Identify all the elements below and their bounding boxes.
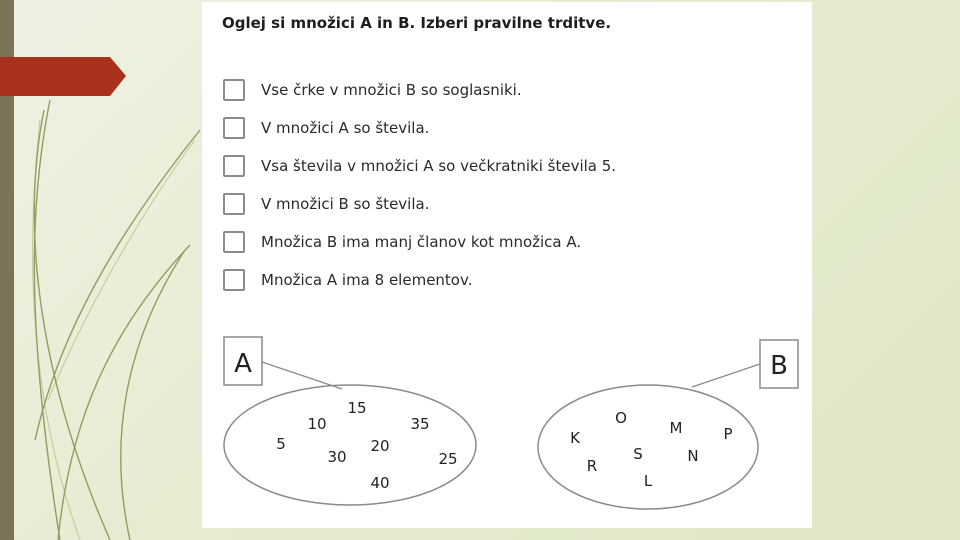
set-a-element: 5 [276,435,286,453]
set-a-element: 40 [370,474,390,492]
set-a-element: 35 [410,415,430,433]
option-label: V množici A so števila. [261,119,430,137]
set-a-element: 30 [327,448,347,466]
option-label: Vsa števila v množici A so večkratniki števila 5. [261,157,617,175]
set-b-element: N [687,447,699,465]
set-b-label: B [770,351,788,381]
question-title: Oglej si množici A in B. Izberi pravilne trditve. [222,14,612,32]
set-a-label: A [234,349,252,379]
set-b-ellipse [538,385,758,509]
option-label: Množica B ima manj članov kot množica A. [261,233,582,251]
option-label: Množica A ima 8 elementov. [261,271,473,289]
set-b-element: R [586,457,598,475]
set-b-element: S [633,445,643,463]
exercise-card [202,2,812,528]
set-b-element: K [570,429,580,447]
set-b-element: L [643,472,653,490]
set-b-element: O [615,409,627,427]
set-b-element: P [723,425,733,443]
set-b-connector [692,364,760,387]
set-a-element: 25 [438,450,458,468]
option-label: V množici B so števila. [261,195,430,213]
option-label: Vse črke v množici B so soglasniki. [261,81,522,99]
accent-arrow [0,57,126,96]
set-b-element: M [669,419,683,437]
set-a-element: 20 [370,437,390,455]
sets-diagram [202,2,812,528]
set-a-element: 15 [347,399,367,417]
set-a-element: 10 [307,415,327,433]
